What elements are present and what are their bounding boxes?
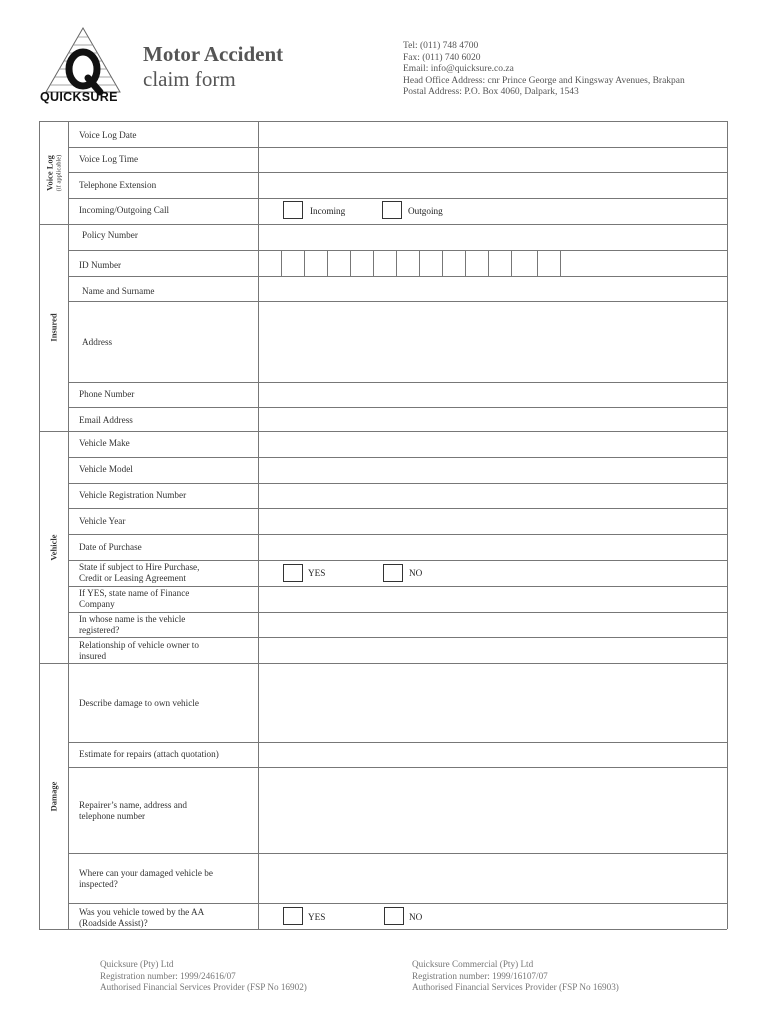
- id-digit-cell: [350, 251, 351, 276]
- inspected-field[interactable]: [259, 854, 727, 903]
- footer-quicksure-commercial: [412, 959, 619, 994]
- outgoing-label: Outgoing: [408, 206, 443, 216]
- section-damage-title: Damage: [48, 781, 59, 811]
- label-describe-damage: Describe damage to own vehicle: [79, 698, 199, 708]
- section-damage: [40, 663, 68, 929]
- section-vehicle: [40, 431, 68, 663]
- label-repairer-line2: telephone number: [79, 811, 146, 821]
- label-hire-purchase: [79, 562, 199, 584]
- label-towed: [79, 907, 204, 929]
- vehicle-year-field[interactable]: [259, 509, 727, 534]
- towed-no-checkbox[interactable]: [384, 907, 404, 925]
- row-divider: [68, 198, 727, 199]
- email-address-field[interactable]: [259, 408, 727, 431]
- row-divider: [68, 903, 727, 904]
- section-insured: [40, 224, 68, 431]
- footer-right-fsp: Authorised Financial Services Provider (FSP No 16903): [412, 982, 619, 992]
- registered-name-field[interactable]: [259, 613, 727, 637]
- label-date-of-purchase: Date of Purchase: [79, 542, 142, 552]
- label-finance-company-line1: If YES, state name of Finance: [79, 588, 190, 598]
- id-digit-cell: [488, 251, 489, 276]
- label-id-number: ID Number: [79, 260, 122, 270]
- label-phone-number: Phone Number: [79, 389, 135, 399]
- phone-number-field[interactable]: [259, 383, 727, 407]
- label-name-surname: Name and Surname: [82, 286, 155, 296]
- contact-head-office: Head Office Address: cnr Prince George and Kingsway Avenues, Brakpan: [403, 75, 685, 86]
- id-digit-cell: [537, 251, 538, 276]
- label-voice-log-time: Voice Log Time: [79, 154, 139, 164]
- hire-purchase-yes-label: YES: [308, 568, 326, 578]
- label-registered-name-line2: registered?: [79, 625, 120, 635]
- id-digit-cell: [442, 251, 443, 276]
- footer-quicksure: [100, 959, 307, 994]
- label-towed-line2: (Roadside Assist)?: [79, 918, 148, 928]
- policy-number-field[interactable]: [259, 225, 727, 250]
- logo-wordmark: QUICKSURE: [40, 90, 118, 104]
- estimate-repairs-field[interactable]: [259, 743, 727, 767]
- label-address: Address: [82, 337, 113, 347]
- towed-no-label: NO: [409, 912, 423, 922]
- label-towed-line1: Was you vehicle towed by the AA: [79, 907, 205, 917]
- label-vehicle-year: Vehicle Year: [79, 516, 126, 526]
- telephone-extension-field[interactable]: [259, 173, 727, 198]
- id-digit-cell: [327, 251, 328, 276]
- contact-tel: Tel: (011) 748 4700: [403, 41, 479, 51]
- contact-postal: Postal Address: P.O. Box 4060, Dalpark, 1543: [403, 87, 579, 98]
- id-digit-cell: [511, 251, 512, 276]
- hire-purchase-no-checkbox[interactable]: [383, 564, 403, 582]
- section-vehicle-title: Vehicle: [48, 533, 59, 561]
- label-inspected: [79, 868, 213, 890]
- footer-right-registration: Registration number: 1999/16107/07: [412, 970, 548, 981]
- label-call-direction: Incoming/Outgoing Call: [79, 205, 170, 215]
- label-hire-purchase-line2: Credit or Leasing Agreement: [79, 573, 186, 583]
- label-hire-purchase-line1: State if subject to Hire Purchase,: [79, 562, 200, 572]
- label-registered-name: [79, 614, 185, 636]
- section-voice-log: [40, 121, 68, 224]
- finance-company-field[interactable]: [259, 587, 727, 612]
- label-vehicle-model: Vehicle Model: [79, 464, 133, 474]
- vehicle-registration-field[interactable]: [259, 484, 727, 508]
- label-estimate-repairs: Estimate for repairs (attach quotation): [79, 749, 219, 759]
- label-inspected-line2: inspected?: [79, 879, 118, 889]
- table-border-bottom: [39, 929, 727, 930]
- footer-left-registration: Registration number: 1999/24616/07: [100, 970, 236, 981]
- label-relationship-line2: insured: [79, 651, 107, 661]
- id-digit-cell: [560, 251, 561, 276]
- footer-right-company: Quicksure Commercial (Pty) Ltd: [412, 959, 534, 969]
- label-inspected-line1: Where can your damaged vehicle be: [79, 868, 213, 878]
- label-repairer: [79, 800, 187, 822]
- outgoing-checkbox[interactable]: [382, 201, 402, 219]
- relationship-field[interactable]: [259, 638, 727, 663]
- contact-email: Email: info@quicksure.co.za: [403, 64, 514, 75]
- id-digit-cell: [304, 251, 305, 276]
- form-title: Motor Accident: [143, 42, 284, 66]
- name-surname-address-field[interactable]: [259, 302, 727, 382]
- repairer-field[interactable]: [259, 768, 727, 853]
- label-relationship: [79, 640, 199, 662]
- voice-log-date-field[interactable]: [259, 122, 727, 147]
- towed-yes-label: YES: [308, 912, 326, 922]
- form-subtitle: claim form: [143, 67, 236, 91]
- vehicle-model-field[interactable]: [259, 458, 727, 483]
- section-insured-title: Insured: [48, 313, 59, 342]
- label-finance-company-line2: Company: [79, 599, 115, 609]
- id-digit-cell: [396, 251, 397, 276]
- row-divider: [68, 276, 727, 277]
- label-repairer-line1: Repairer’s name, address and: [79, 800, 187, 810]
- hire-purchase-no-label: NO: [409, 568, 423, 578]
- vehicle-make-field[interactable]: [259, 432, 727, 457]
- contact-details: [403, 41, 685, 99]
- id-digit-cell: [465, 251, 466, 276]
- label-email-address: Email Address: [79, 415, 133, 425]
- label-policy-number: Policy Number: [82, 230, 138, 240]
- incoming-label: Incoming: [310, 206, 346, 216]
- footer-left-fsp: Authorised Financial Services Provider (FSP No 16902): [100, 982, 307, 992]
- label-telephone-extension: Telephone Extension: [79, 180, 157, 190]
- towed-yes-checkbox[interactable]: [283, 907, 303, 925]
- describe-damage-field[interactable]: [259, 664, 727, 742]
- label-vehicle-registration: Vehicle Registration Number: [79, 490, 187, 500]
- id-digit-cell: [419, 251, 420, 276]
- date-of-purchase-field[interactable]: [259, 535, 727, 560]
- row-divider: [68, 560, 727, 561]
- label-relationship-line1: Relationship of vehicle owner to: [79, 640, 199, 650]
- id-digit-cell: [373, 251, 374, 276]
- table-border-right: [727, 121, 728, 929]
- label-finance-company: [79, 588, 189, 610]
- label-registered-name-line1: In whose name is the vehicle: [79, 614, 186, 624]
- section-voice-log-subtitle: (if applicable): [55, 154, 63, 191]
- voice-log-time-field[interactable]: [259, 148, 727, 172]
- section-column-divider: [68, 121, 69, 929]
- footer-left-company: Quicksure (Pty) Ltd: [100, 959, 174, 969]
- incoming-checkbox[interactable]: [283, 201, 303, 219]
- label-vehicle-make: Vehicle Make: [79, 438, 130, 448]
- row-divider: [68, 250, 727, 251]
- hire-purchase-yes-checkbox[interactable]: [283, 564, 303, 582]
- label-voice-log-date: Voice Log Date: [79, 130, 137, 140]
- section-voice-log-title: Voice Log: [44, 154, 55, 191]
- contact-fax: Fax: (011) 740 6020: [403, 52, 481, 63]
- id-digit-cell: [281, 251, 282, 276]
